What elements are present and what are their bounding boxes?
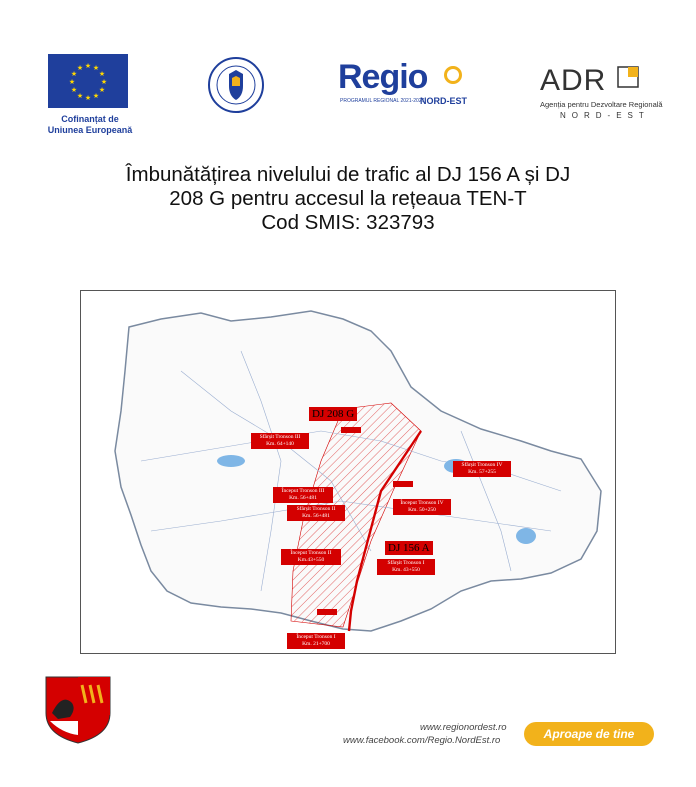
svg-text:★: ★ bbox=[92, 92, 100, 100]
slogan-badge: Aproape de tine bbox=[524, 722, 654, 746]
svg-text:★: ★ bbox=[84, 62, 92, 70]
svg-text:★: ★ bbox=[100, 78, 108, 86]
svg-text:★: ★ bbox=[76, 64, 84, 72]
romanian-government-logo bbox=[207, 56, 265, 114]
project-code: Cod SMIS: 323793 bbox=[261, 211, 435, 234]
svg-text:★: ★ bbox=[70, 86, 78, 94]
section-label: Sfârșit Tronson I Km. 43+550 bbox=[377, 559, 435, 575]
section-label: Început Tronson II Km.43+550 bbox=[281, 549, 341, 565]
section-label: Sfârșit Tronson III Km. 64+140 bbox=[251, 433, 309, 449]
regio-subtitle: PROGRAMUL REGIONAL 2021-2027 bbox=[340, 98, 425, 104]
website-link[interactable]: www.regionordest.ro bbox=[420, 722, 507, 733]
section-label: Început Tronson III Km. 56+481 bbox=[273, 487, 333, 503]
county-crest-logo bbox=[42, 673, 114, 745]
page-title-line1: Îmbunătățirea nivelului de trafic al DJ 156 A și DJ bbox=[125, 163, 571, 186]
map-drawing bbox=[81, 291, 615, 653]
road-label-dj156a: DJ 156 A bbox=[385, 541, 433, 555]
adr-subtitle: Agenția pentru Dezvoltare Regională bbox=[540, 100, 663, 109]
lake bbox=[516, 528, 536, 544]
svg-text:★: ★ bbox=[70, 70, 78, 78]
eu-flag-logo bbox=[48, 54, 128, 108]
svg-text:★: ★ bbox=[92, 64, 100, 72]
eu-caption-line1: Cofinanțat de bbox=[61, 114, 119, 124]
county-road-map bbox=[80, 290, 616, 654]
eu-stars-icon bbox=[48, 54, 128, 108]
svg-text:★: ★ bbox=[98, 70, 106, 78]
section-marker bbox=[341, 427, 361, 433]
section-label: Sfârșit Tronson IV Km. 57+255 bbox=[453, 461, 511, 477]
eu-caption bbox=[38, 114, 142, 136]
regio-logo-word: Regio bbox=[338, 58, 428, 96]
regio-region: NORD-EST bbox=[420, 96, 467, 106]
section-marker bbox=[317, 609, 337, 615]
svg-text:★: ★ bbox=[84, 94, 92, 102]
adr-logo-word: ADR bbox=[540, 64, 607, 97]
section-marker bbox=[393, 481, 413, 487]
svg-text:★: ★ bbox=[76, 92, 84, 100]
lake bbox=[217, 455, 245, 467]
road-label-dj208g: DJ 208 G bbox=[309, 407, 357, 421]
regio-ring-icon bbox=[444, 66, 462, 84]
adr-region: NORD-EST bbox=[560, 111, 650, 120]
adr-square-icon bbox=[617, 66, 639, 88]
page-title-line2: 208 G pentru accesul la rețeaua TEN-T bbox=[169, 187, 527, 210]
facebook-link[interactable]: www.facebook.com/Regio.NordEst.ro bbox=[343, 735, 501, 746]
svg-text:★: ★ bbox=[98, 86, 106, 94]
section-label: Sfârșit Tronson II Km. 56+481 bbox=[287, 505, 345, 521]
eu-caption-line2: Uniunea Europeană bbox=[47, 125, 133, 135]
section-label: Început Tronson I Km. 21+700 bbox=[287, 633, 345, 649]
section-label: Început Tronson IV Km. 50+250 bbox=[393, 499, 451, 515]
svg-text:★: ★ bbox=[68, 78, 76, 86]
